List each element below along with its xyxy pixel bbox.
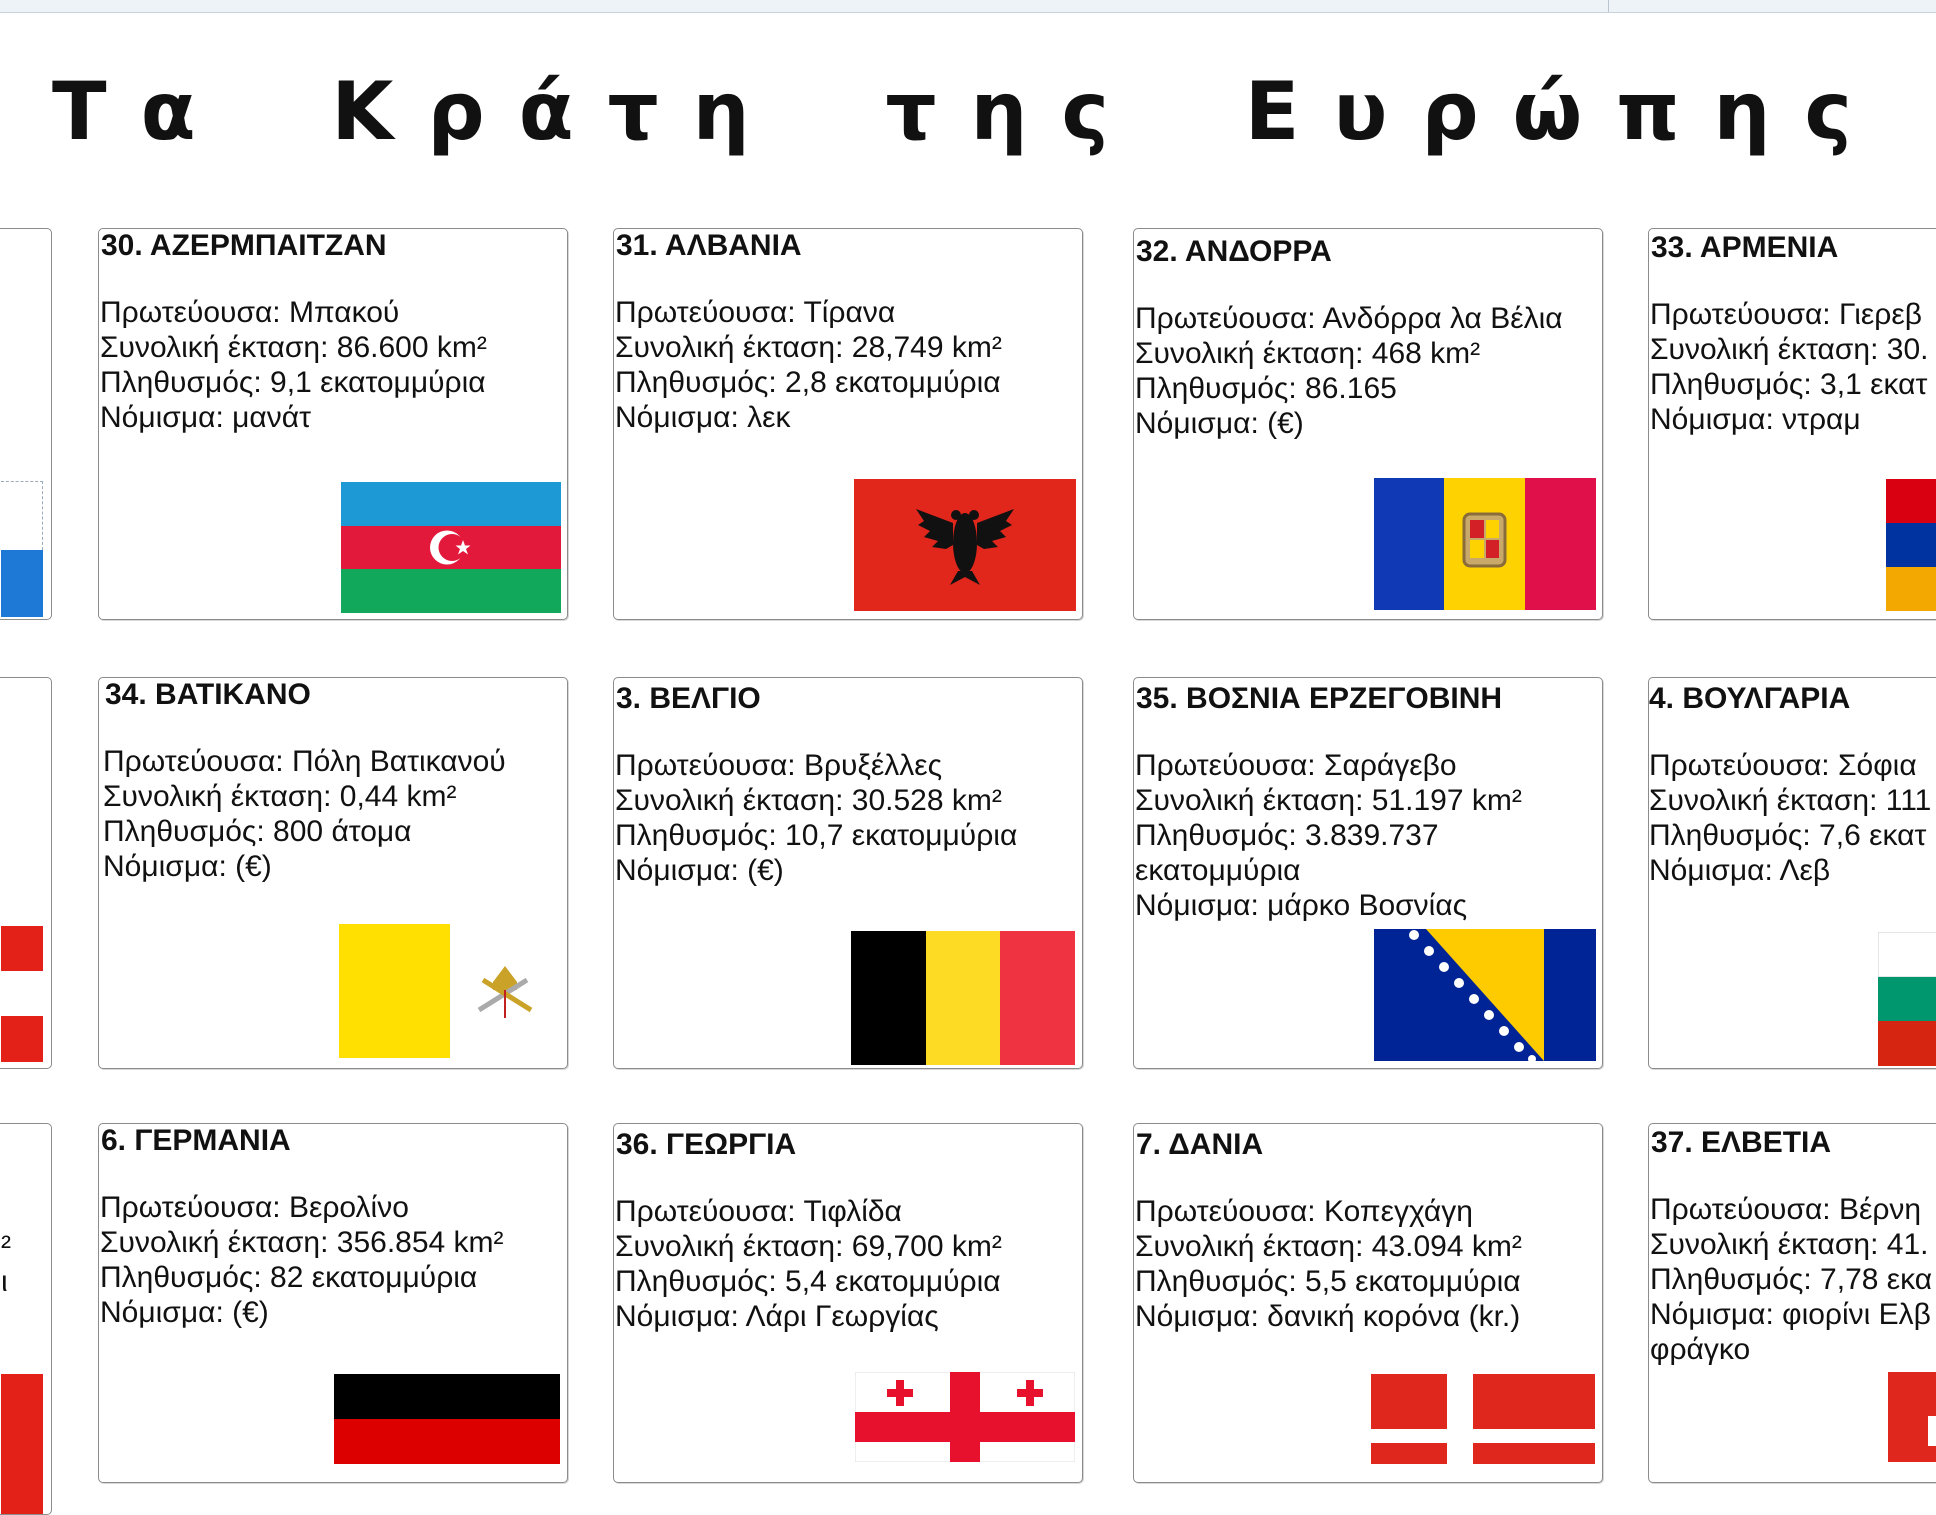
country-name: 37. ΕΛΒΕΤΙΑ xyxy=(1651,1126,1832,1159)
flag-azerbaijan xyxy=(341,482,561,613)
country-name: 34. ΒΑΤΙΚΑΝΟ xyxy=(105,678,311,711)
population: Πληθυσμός: 5,4 εκατομμύρια xyxy=(615,1265,1001,1298)
population: Πληθυσμός: 2,8 εκατομμύρια xyxy=(615,366,1001,399)
area: Συνολική έκταση: 51.197 km² xyxy=(1135,784,1522,817)
country-name: 4. ΒΟΥΛΓΑΡΙΑ xyxy=(1649,682,1851,715)
window-top-bar xyxy=(0,0,1936,13)
capital: Πρωτεύουσα: Κοπεγχάγη xyxy=(1135,1195,1473,1228)
capital: Πρωτεύουσα: Ανδόρρα λα Βέλια xyxy=(1135,302,1563,335)
flag-bosnia xyxy=(1374,929,1596,1061)
capital: Πρωτεύουσα: Σαράγεβο xyxy=(1135,749,1457,782)
partial-card-left-row1 xyxy=(0,228,52,620)
currency: Νόμισμα: μάρκο Βοσνίας xyxy=(1135,889,1468,922)
area: Συνολική έκταση: 41. xyxy=(1650,1228,1929,1261)
country-card xyxy=(98,228,568,620)
capital: Πρωτεύουσα: Τίρανα xyxy=(615,296,896,329)
area: Συνολική έκταση: 30. xyxy=(1650,333,1929,366)
country-card xyxy=(613,677,1083,1069)
capital: Πρωτεύουσα: Τιφλίδα xyxy=(615,1195,902,1228)
area: Συνολική έκταση: 30.528 km² xyxy=(615,784,1002,817)
country-info xyxy=(1650,1192,1932,1367)
partial-text: ² ι xyxy=(1,1230,11,1298)
currency: Νόμισμα: μανάτ xyxy=(100,401,311,434)
toolbar-divider xyxy=(1608,0,1609,12)
country-card xyxy=(98,677,568,1069)
area: Συνολική έκταση: 111 xyxy=(1649,784,1932,817)
currency: Νόμισμα: (€) xyxy=(103,850,272,883)
country-card xyxy=(613,228,1083,620)
country-name: 30. ΑΖΕΡΜΠΑΙΤΖΑΝ xyxy=(101,229,387,262)
country-card xyxy=(98,1123,568,1483)
population: Πληθυσμός: 3.839.737 xyxy=(1135,819,1439,852)
country-name: 35. ΒΟΣΝΙΑ ΕΡΖΕΓΟΒΙΝΗ xyxy=(1136,682,1503,715)
country-info xyxy=(100,295,487,435)
currency: Νόμισμα: λεκ xyxy=(615,401,791,434)
flag-germany xyxy=(334,1374,560,1464)
flag-armenia xyxy=(1886,479,1936,611)
country-info xyxy=(615,1194,1002,1334)
area: Συνολική έκταση: 468 km² xyxy=(1135,337,1481,370)
country-info xyxy=(615,748,1017,888)
country-info xyxy=(1650,297,1928,437)
country-name: 33. ΑΡΜΕΝΙΑ xyxy=(1651,231,1839,264)
population: Πληθυσμός: 7,78 εκα xyxy=(1650,1263,1933,1296)
population-cont: εκατομμύρια xyxy=(1135,854,1301,887)
flag-switzerland xyxy=(1888,1372,1936,1462)
population: Πληθυσμός: 9,1 εκατομμύρια xyxy=(100,366,486,399)
country-info xyxy=(100,1190,504,1330)
capital: Πρωτεύουσα: Σόφια xyxy=(1649,749,1917,782)
population: Πληθυσμός: 82 εκατομμύρια xyxy=(100,1261,478,1294)
partial-flag xyxy=(1,926,43,1062)
population: Πληθυσμός: 800 άτομα xyxy=(103,815,412,848)
population: Πληθυσμός: 3,1 εκατ xyxy=(1650,368,1928,401)
flag-belgium xyxy=(851,931,1075,1065)
population: Πληθυσμός: 86.165 xyxy=(1135,372,1397,405)
capital: Πρωτεύουσα: Γιερεβ xyxy=(1650,298,1922,331)
page-title: Τα Κράτη της Ευρώπης xyxy=(52,65,1886,158)
flag-andorra xyxy=(1374,478,1596,610)
partial-card-left-row2 xyxy=(0,677,52,1069)
currency: Νόμισμα: φιορίνι Ελβ xyxy=(1650,1298,1931,1331)
population: Πληθυσμός: 7,6 εκατ xyxy=(1649,819,1927,852)
capital: Πρωτεύουσα: Πόλη Βατικανού xyxy=(103,745,506,778)
currency: Νόμισμα: Λεβ xyxy=(1649,854,1831,887)
country-card xyxy=(1133,677,1603,1069)
country-card xyxy=(1133,1123,1603,1483)
country-info xyxy=(1135,1194,1522,1334)
area: Συνολική έκταση: 43.094 km² xyxy=(1135,1230,1522,1263)
country-name: 7. ΔΑΝΙΑ xyxy=(1136,1128,1264,1161)
area: Συνολική έκταση: 0,44 km² xyxy=(103,780,457,813)
population: Πληθυσμός: 5,5 εκατομμύρια xyxy=(1135,1265,1521,1298)
capital: Πρωτεύουσα: Βρυξέλλες xyxy=(615,749,943,782)
country-info xyxy=(615,295,1002,435)
area: Συνολική έκταση: 86.600 km² xyxy=(100,331,487,364)
capital: Πρωτεύουσα: Βερολίνο xyxy=(100,1191,409,1224)
currency: Νόμισμα: δανική κορόνα (kr.) xyxy=(1135,1300,1521,1333)
country-info xyxy=(1135,748,1522,923)
flag-albania xyxy=(854,479,1076,611)
flag-georgia xyxy=(855,1372,1075,1462)
country-name: 31. ΑΛΒΑΝΙΑ xyxy=(616,229,802,262)
country-info xyxy=(1135,301,1563,441)
country-info xyxy=(103,744,506,884)
country-card xyxy=(613,1123,1083,1483)
flag-denmark xyxy=(1371,1374,1595,1464)
partial-flag xyxy=(1,1374,43,1515)
area: Συνολική έκταση: 28,749 km² xyxy=(615,331,1002,364)
area: Συνολική έκταση: 69,700 km² xyxy=(615,1230,1002,1263)
partial-card-left-row3 xyxy=(0,1123,52,1515)
country-info xyxy=(1649,748,1931,888)
currency: Νόμισμα: (€) xyxy=(100,1296,269,1329)
population: Πληθυσμός: 10,7 εκατομμύρια xyxy=(615,819,1018,852)
currency: Νόμισμα: (€) xyxy=(615,854,784,887)
country-name: 32. ΑΝΔΟΡΡΑ xyxy=(1136,235,1332,268)
currency: Νόμισμα: ντραμ xyxy=(1650,403,1861,436)
flag-bulgaria xyxy=(1878,932,1936,1066)
currency-cont: φράγκο xyxy=(1650,1333,1751,1366)
capital: Πρωτεύουσα: Βέρνη xyxy=(1650,1193,1922,1226)
country-name: 3. ΒΕΛΓΙΟ xyxy=(616,682,761,715)
partial-flag xyxy=(1,481,43,617)
capital: Πρωτεύουσα: Μπακού xyxy=(100,296,400,329)
area: Συνολική έκταση: 356.854 km² xyxy=(100,1226,504,1259)
country-card xyxy=(1648,677,1936,1069)
country-name: 6. ΓΕΡΜΑΝΙΑ xyxy=(101,1124,291,1157)
flag-vatican xyxy=(339,924,561,1058)
country-card xyxy=(1133,228,1603,620)
country-card xyxy=(1648,1123,1936,1483)
currency: Νόμισμα: (€) xyxy=(1135,407,1304,440)
currency: Νόμισμα: Λάρι Γεωργίας xyxy=(615,1300,939,1333)
country-name: 36. ΓΕΩΡΓΙΑ xyxy=(616,1128,797,1161)
country-card xyxy=(1648,228,1936,620)
